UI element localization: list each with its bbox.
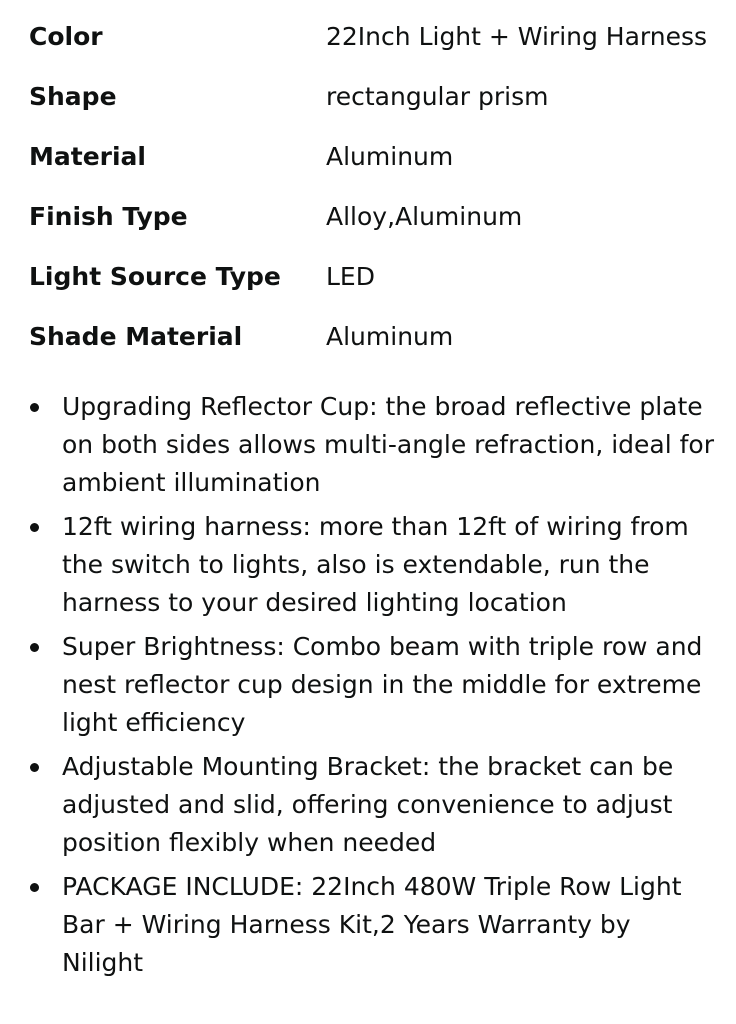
spec-label: Shade Material [29, 322, 243, 351]
feature-bullet [0, 748, 736, 862]
feature-bullet-text: 12ft wiring harness: more than 12ft of wiring from the switch to lights, also is extendable, run the harness to your desired lighting location [62, 512, 689, 617]
bullet-dot-icon [30, 763, 39, 772]
spec-row-finish-type [0, 198, 736, 258]
spec-row-shape [0, 78, 736, 138]
spec-row-material [0, 138, 736, 198]
bullet-dot-icon [30, 523, 39, 532]
spec-label: Finish Type [29, 202, 188, 231]
spec-value: Aluminum [326, 142, 454, 171]
product-specs-table [0, 18, 736, 355]
spec-row-color [0, 18, 736, 78]
feature-bullet-text: Adjustable Mounting Bracket: the bracket can be adjusted and slid, offering convenience to adjust position flexibly when needed [62, 752, 674, 857]
feature-bullet [0, 628, 736, 742]
bullet-dot-icon [30, 883, 39, 892]
spec-label: Light Source Type [29, 262, 281, 291]
feature-bullet [0, 508, 736, 622]
spec-label: Color [29, 22, 103, 51]
bullet-dot-icon [30, 643, 39, 652]
feature-bullet-text: PACKAGE INCLUDE: 22Inch 480W Triple Row Light Bar + Wiring Harness Kit,2 Years Warranty by Nilight [62, 872, 682, 977]
feature-bullet-list [0, 388, 736, 982]
spec-value: rectangular prism [326, 82, 549, 111]
bullet-dot-icon [30, 403, 39, 412]
spec-value: 22Inch Light + Wiring Harness [326, 22, 708, 51]
spec-value: LED [326, 262, 375, 291]
spec-row-light-source-type [0, 258, 736, 318]
spec-row-shade-material [0, 318, 736, 355]
spec-value: Aluminum [326, 322, 454, 351]
spec-value: Alloy,Aluminum [326, 202, 523, 231]
feature-bullet [0, 868, 736, 982]
spec-label: Material [29, 142, 146, 171]
feature-bullet [0, 388, 736, 502]
feature-bullet-text: Super Brightness: Combo beam with triple row and nest reflector cup design in the middle for extreme light efficiency [62, 632, 703, 737]
feature-bullet-text: Upgrading Reflector Cup: the broad reflective plate on both sides allows multi-angle refraction, ideal for ambient illumination [62, 392, 715, 497]
spec-label: Shape [29, 82, 117, 111]
